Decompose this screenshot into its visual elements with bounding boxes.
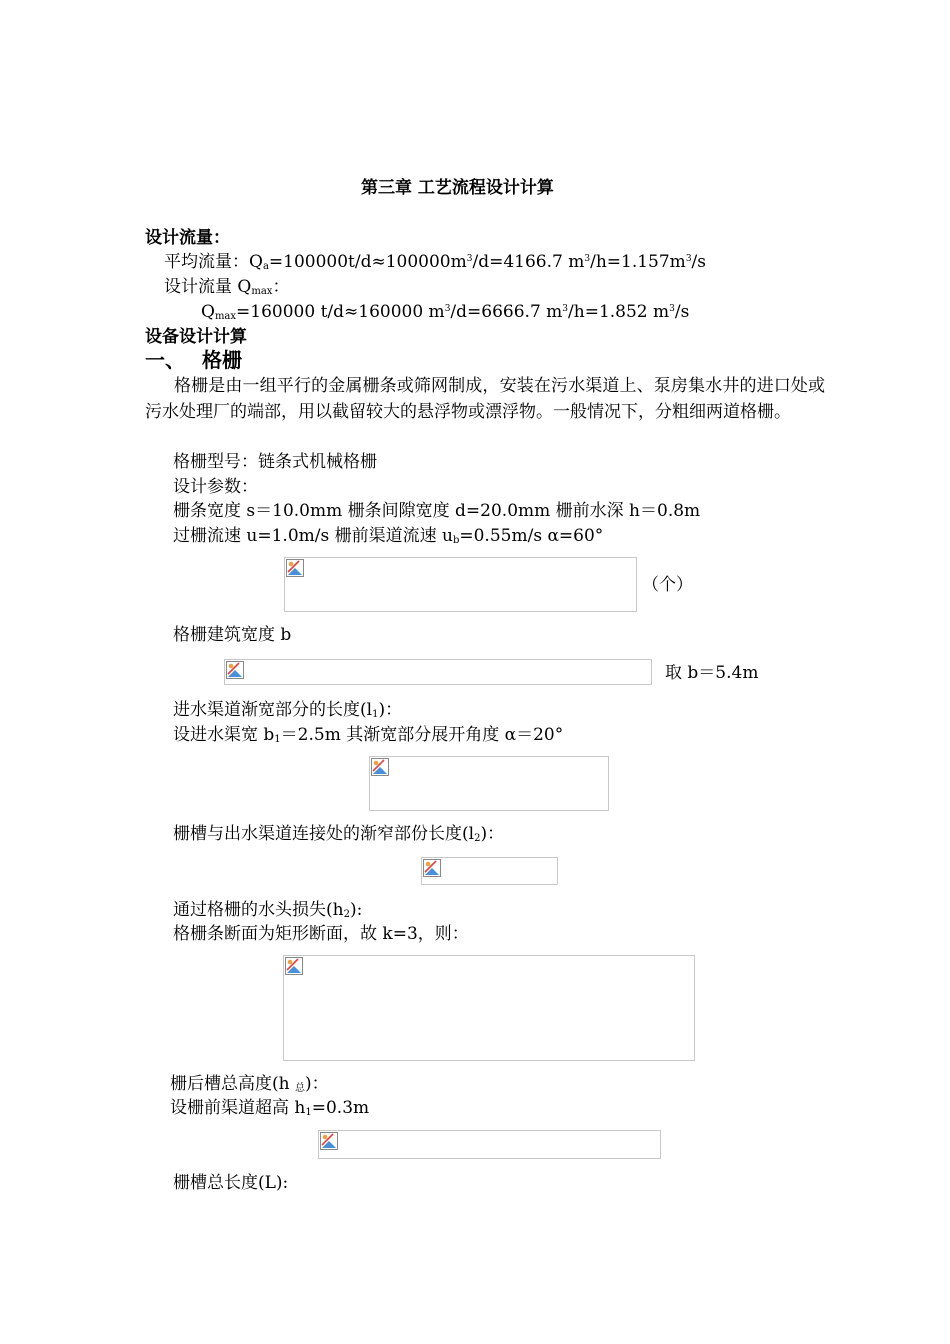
section-number: 一、 bbox=[145, 348, 185, 372]
htotal-label: 栅后槽总高度(h $_总$)： bbox=[170, 1074, 329, 1094]
params-line-2: 过栅流速 u=1.0m/s 栅前渠道流速 $u_b=0.55m/s$ α=60° bbox=[173, 526, 604, 546]
broken-image-icon bbox=[285, 957, 303, 975]
formula-image bbox=[318, 1130, 661, 1159]
width-label: 格栅建筑宽度 b bbox=[173, 625, 292, 645]
chapter-title: 第三章 工艺流程设计计算 bbox=[361, 178, 554, 198]
broken-image-icon bbox=[371, 758, 389, 776]
equipment-heading: 设备设计计算 bbox=[145, 327, 247, 347]
formula-image bbox=[421, 857, 558, 885]
k-line: 格栅条断面为矩形断面，故 k=3，则： bbox=[173, 924, 469, 944]
broken-image-icon bbox=[423, 859, 441, 877]
section-title: 格栅 bbox=[202, 348, 242, 372]
l1-label: 进水渠道渐宽部分的长度$(l_1)$： bbox=[173, 700, 403, 720]
design-flow-heading: 设计流量： bbox=[145, 228, 230, 248]
design-flow-label: 设计流量 $Q_{max}$： bbox=[164, 277, 290, 297]
h2-label: 通过格栅的水头损失$(h_2)$: bbox=[173, 900, 363, 920]
avg-flow-line: 平均流量：$Q_a=100000t/d\approx 100000m^3/d=4166.7$ $m^3/h=1.157m^3/s$ bbox=[164, 252, 706, 272]
params-line-1: 栅条宽度 s＝10.0mm 栅条间隙宽度 d=20.0mm 栅前水深 h＝0.8m bbox=[173, 501, 701, 521]
broken-image-icon bbox=[226, 661, 244, 679]
h1-line: 设栅前渠道超高 $h_1=0.3m$ bbox=[170, 1098, 370, 1118]
design-params-label: 设计参数： bbox=[173, 477, 258, 497]
formula-image bbox=[224, 659, 652, 685]
intro-paragraph: 格栅是由一组平行的金属栅条或筛网制成，安装在污水渠道上、泵房集水井的进口处或污水处理厂的端部，用以截留较大的悬浮物或漂浮物。一般情况下，分粗细两道格栅。 bbox=[145, 376, 825, 422]
grille-model: 格栅型号：链条式机械格栅 bbox=[173, 452, 377, 472]
formula-image bbox=[284, 557, 637, 612]
formula-image bbox=[369, 756, 609, 811]
l2-label: 栅槽与出水渠道连接处的渐窄部份长度$(l_2)$： bbox=[173, 824, 505, 844]
formula-image bbox=[283, 955, 695, 1061]
width-take: 取 b＝5.4m bbox=[665, 663, 759, 683]
qmax-line: $Q_{max}=160000$ t/d≈160000 $m^3/d=6666.7$ $m^3/h=1.852$ $m^3/s$ bbox=[201, 302, 690, 322]
unit-count-label: （个） bbox=[642, 575, 693, 595]
b1-line: 设进水渠宽 $b_1=2.5m$ 其渐宽部分展开角度 α＝20° bbox=[173, 725, 564, 745]
broken-image-icon bbox=[320, 1132, 338, 1150]
broken-image-icon bbox=[286, 559, 304, 577]
total-length-label: 栅槽总长度(L): bbox=[173, 1173, 289, 1193]
